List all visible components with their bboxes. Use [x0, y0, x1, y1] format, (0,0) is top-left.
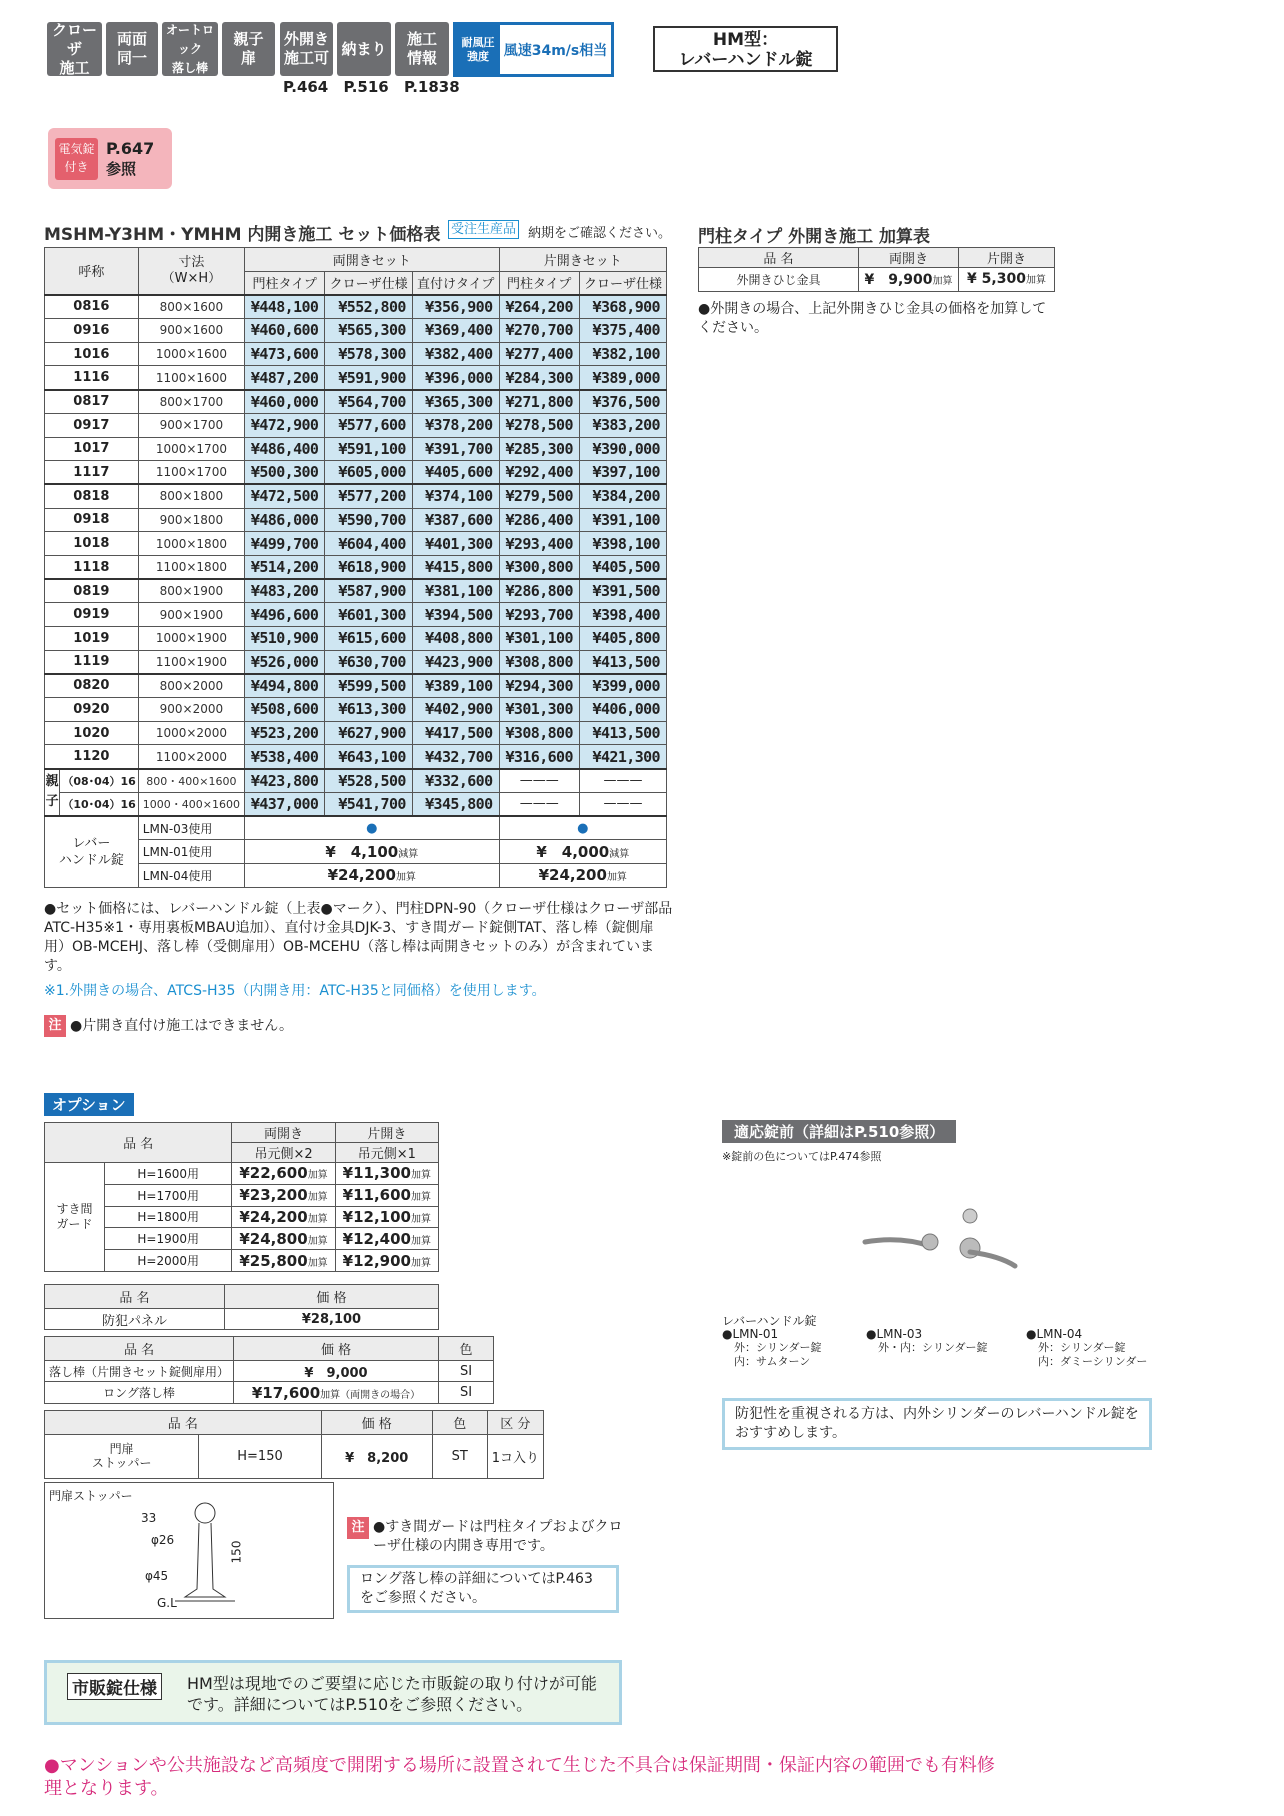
- table-row: 親 子 （08･04）16 800・400×1600 ¥423,800 ¥528,500 ¥332,600 ——— ———: [45, 769, 667, 793]
- table-row: 0918 900×1800 ¥486,000 ¥590,700 ¥387,600 ¥286,400 ¥391,100: [45, 508, 667, 532]
- table-row: 1119 1100×1900 ¥526,000 ¥630,700 ¥423,900 ¥308,800 ¥413,500: [45, 650, 667, 674]
- gate-table-title: 門柱タイプ 外開き施工 加算表: [698, 227, 930, 247]
- set-note: ●セット価格には、レバーハンドル錠（上表●マーク）、門柱DPN-90（クローザ仕様はクローザ部品ATC-H35※1・専用裏板MBAU追加）、直付け金具DJK-3、すき間ガード錠側TAT、落し棒（錠側扉用）OB-MCEHJ、落し棒（受側扉用）OB-MCEHU（落し棒は両開きセットのみ）が含まれています。: [44, 901, 673, 974]
- table-row: 1019 1000×1900 ¥510,900 ¥615,600 ¥408,800 ¥301,100 ¥405,800: [45, 627, 667, 651]
- feature-tag: オートロック 落し棒: [162, 22, 218, 76]
- table-row: H=1900用 ¥24,800加算 ¥12,400加算: [45, 1228, 439, 1250]
- lock-type: レバーハンドル錠: [722, 1314, 817, 1328]
- recommend-box: 防犯性を重視される方は、内外シリンダーのレバーハンドル錠をおすすめします。: [722, 1398, 1152, 1450]
- col-name: 呼称: [45, 248, 139, 295]
- table-row: 1120 1100×2000 ¥538,400 ¥643,100 ¥432,700 ¥316,600 ¥421,300: [45, 745, 667, 769]
- gate-note: ●外開きの場合、上記外開きひじ金具の価格を加算してください。: [698, 301, 1047, 336]
- gate-addon-table: 品 名 両開き 片開き 外開きひじ金具 ¥ 9,900加算 ¥ 5,300加算: [698, 247, 1055, 292]
- table-row: 0816 800×1600 ¥448,100 ¥552,800 ¥356,900 ¥264,200 ¥368,900: [45, 295, 667, 319]
- gap-guard-table: 品 名 両開き 片開き 吊元側×2 吊元側×1 すき間 ガード H=1600用 ¥22,600加算 ¥11,300加算 H=1700用 ¥23,200加算 ¥11,600加算 H=1800用 ¥24,200加算 ¥12,100加算 H=1900用 ¥24,800加算 ¥12,400加算 H=2000用 ¥25,800加算 ¥12,900加算: [44, 1122, 439, 1272]
- lever-row: レバー ハンドル錠 LMN-03使用 ● ●: [45, 816, 667, 840]
- table-row: H=2000用 ¥25,800加算 ¥12,900加算: [45, 1250, 439, 1272]
- lock-color-note: ※錠前の色についてはP.474参照: [722, 1150, 882, 1163]
- col-size: 寸法 （W×H）: [138, 248, 244, 295]
- stopper-icon: [175, 1501, 235, 1611]
- table-row: 0817 800×1700 ¥460,000 ¥564,700 ¥365,300 ¥271,800 ¥376,500: [45, 390, 667, 414]
- bolt-table: 品 名 価 格 色 落し棒（片開きセット錠側扉用） ¥ 9,000 SI ロング落し棒 ¥17,600加算（両開きの場合） SI: [44, 1336, 494, 1404]
- model-title: HM型： レバーハンドル錠: [653, 26, 838, 72]
- lever-handle-icon: [860, 1200, 1020, 1270]
- price-table: [44, 247, 667, 888]
- table-row: 1116 1100×1600 ¥487,200 ¥591,900 ¥396,000 ¥284,300 ¥389,000: [45, 366, 667, 390]
- main-table-title: MSHM-Y3HM・YMHM 内開き施工 セット価格表: [44, 225, 441, 245]
- feature-tag: クローザ 施工: [47, 22, 102, 76]
- col-double: 両開きセット: [245, 248, 500, 272]
- caution-note: ●片開き直付け施工はできません。: [70, 1018, 294, 1034]
- table-row: H=1700用 ¥23,200加算 ¥11,600加算: [45, 1184, 439, 1206]
- subhead: 門柱タイプ: [245, 271, 325, 295]
- subhead: 門柱タイプ: [499, 271, 579, 295]
- caution-mark-2: 注: [347, 1517, 369, 1539]
- table-row: 0820 800×2000 ¥494,800 ¥599,500 ¥389,100 ¥294,300 ¥399,000: [45, 674, 667, 698]
- lock-title: 適応錠前（詳細はP.510参照）: [722, 1120, 956, 1143]
- stopper-table: 品 名 価 格 色 区 分 門扉 ストッパー H=150 ¥ 8,200 ST 1コ入り: [44, 1410, 544, 1479]
- table-row: 1018 1000×1800 ¥499,700 ¥604,400 ¥401,300 ¥293,400 ¥398,100: [45, 532, 667, 556]
- stopper-diagram: 門扉ストッパー 33 φ26 φ45 G.L 150: [44, 1482, 334, 1619]
- feature-tag: 親子 扉: [222, 22, 275, 76]
- electric-lock-badge: 電気錠 付き P.647 参照: [48, 128, 172, 189]
- col-single: 片開きセット: [499, 248, 666, 272]
- market-lock-box: 市販錠仕様 HM型は現地でのご要望に応じた市販錠の取り付けが可能です。詳細についてはP.510をご参照ください。: [44, 1660, 622, 1725]
- page-refs: P.464 P.516 P.1838: [283, 78, 460, 96]
- feature-tag: 両面 同一: [106, 22, 158, 76]
- table-row: 0819 800×1900 ¥483,200 ¥587,900 ¥381,100 ¥286,800 ¥391,500: [45, 579, 667, 603]
- feature-tag: 施工 情報: [395, 22, 449, 76]
- table-row: 0919 900×1900 ¥496,600 ¥601,300 ¥394,500 ¥293,700 ¥398,400: [45, 603, 667, 627]
- table-row: 0916 900×1600 ¥460,600 ¥565,300 ¥369,400 ¥270,700 ¥375,400: [45, 319, 667, 343]
- table-row: 1017 1000×1700 ¥486,400 ¥591,100 ¥391,700 ¥285,300 ¥390,000: [45, 437, 667, 461]
- option-label: オプション: [44, 1093, 134, 1116]
- table-row: すき間 ガード H=1600用 ¥22,600加算 ¥11,300加算: [45, 1163, 439, 1185]
- long-bolt-ref: ロング落し棒の詳細についてはP.463をご参照ください。: [347, 1565, 619, 1613]
- subhead: クローザ仕様: [325, 271, 412, 295]
- footnote-1: ※1.外開きの場合、ATCS-H35（内開き用：ATC-H35と同価格）を使用します。: [44, 983, 546, 999]
- table-row: （10･04）16 1000・400×1600 ¥437,000 ¥541,700 ¥345,800 ——— ———: [45, 792, 667, 816]
- lever-row: LMN-01使用 ¥ 4,100減算 ¥ 4,000減算: [45, 840, 667, 864]
- table-row: 1016 1000×1600 ¥473,600 ¥578,300 ¥382,400 ¥277,400 ¥382,100: [45, 342, 667, 366]
- table-row: 1020 1000×2000 ¥523,200 ¥627,900 ¥417,500 ¥308,800 ¥413,500: [45, 721, 667, 745]
- feature-tag: 外開き 施工可: [280, 22, 333, 76]
- wind-badge: 耐風圧 強度 風速34m/s相当: [453, 22, 614, 77]
- lever-row: LMN-04使用 ¥24,200加算 ¥24,200加算: [45, 863, 667, 887]
- table-row: 1117 1100×1700 ¥500,300 ¥605,000 ¥405,600 ¥292,400 ¥397,100: [45, 461, 667, 485]
- warranty-note: ●マンションや公共施設など高頻度で開閉する場所に設置されて生じた不具合は保証期間・保証内容の範囲でも有料修理となります。: [44, 1755, 995, 1799]
- lock-item: ●LMN-01 外：シリンダー錠 内：サムターン: [722, 1327, 822, 1368]
- panel-table: 品 名 価 格 防犯パネル ¥28,100: [44, 1284, 439, 1330]
- gap-guard-note: ●すき間ガードは門柱タイプおよびクローザ仕様の内開き専用です。: [373, 1519, 623, 1554]
- lock-item: ●LMN-04 外：シリンダー錠 内：ダミーシリンダー: [1026, 1327, 1148, 1368]
- made-to-order-badge: 受注生産品: [448, 220, 519, 239]
- subhead: 直付けタイプ: [412, 271, 499, 295]
- table-row: H=1800用 ¥24,200加算 ¥12,100加算: [45, 1206, 439, 1228]
- caution-mark: 注: [44, 1015, 66, 1037]
- table-row: 0818 800×1800 ¥472,500 ¥577,200 ¥374,100 ¥279,500 ¥384,200: [45, 484, 667, 508]
- table-row: 0917 900×1700 ¥472,900 ¥577,600 ¥378,200 ¥278,500 ¥383,200: [45, 413, 667, 437]
- lock-item: ●LMN-03 外・内：シリンダー錠: [866, 1327, 988, 1354]
- delivery-note: 納期をご確認ください。: [528, 226, 672, 241]
- table-row: 1118 1100×1800 ¥514,200 ¥618,900 ¥415,800 ¥300,800 ¥405,500: [45, 555, 667, 579]
- table-row: 0920 900×2000 ¥508,600 ¥613,300 ¥402,900 ¥301,300 ¥406,000: [45, 698, 667, 722]
- subhead: クローザ仕様: [579, 271, 666, 295]
- feature-tag: 納まり: [337, 22, 391, 76]
